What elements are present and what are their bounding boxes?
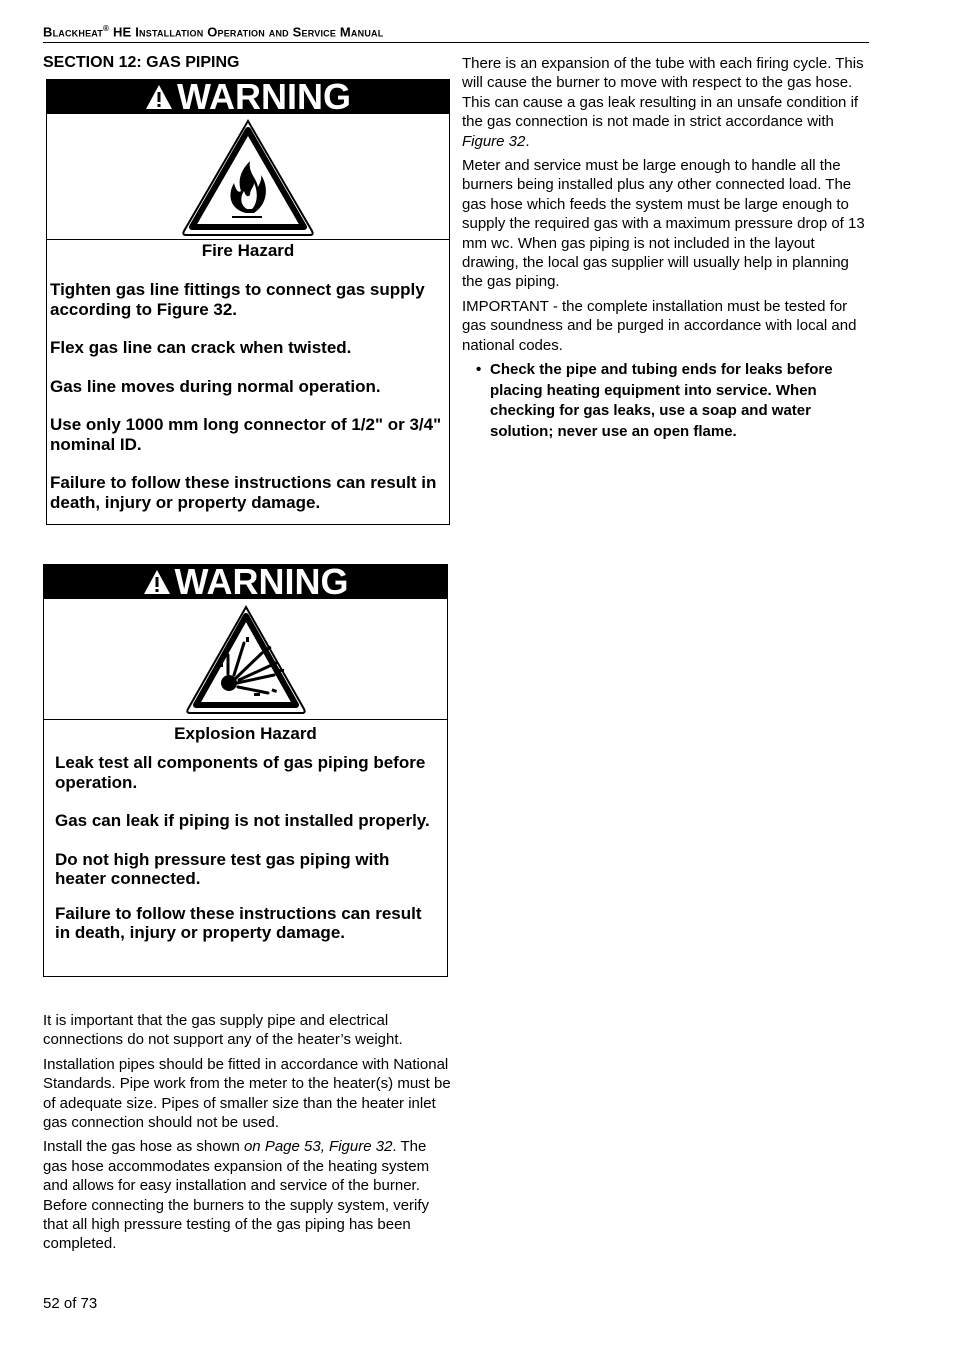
- paragraph-text: Install the gas hose as shown: [43, 1138, 244, 1156]
- right-column-text: [462, 54, 869, 442]
- fire-hazard-title: Fire Hazard: [201, 241, 295, 260]
- warning-banner-text: WARNING: [177, 76, 351, 117]
- fire-hazard-icon: [180, 117, 316, 237]
- page-number: 52 of 73: [43, 1295, 98, 1312]
- warning-banner: [47, 76, 449, 117]
- header-title: HE Installation Operation and Service Manual: [109, 24, 384, 40]
- explosion-warning-text: [44, 747, 447, 943]
- explosion-hazard-title: Explosion Hazard: [174, 724, 317, 743]
- explosion-pictogram-area: [44, 599, 447, 720]
- paragraph: IMPORTANT - the complete installation must be tested for gas soundness and be purged in accordance with local and national codes.: [462, 297, 857, 354]
- warning-line: Use only 1000 mm long connector of 1/2" or 3/4" nominal ID.: [50, 415, 442, 454]
- list-item: • Check the pipe and tubing ends for leaks before placing heating equipment into service. When checking for gas leaks, use a soap and water solution; never use an open flame.: [462, 360, 869, 442]
- header-brand: Blackheat: [43, 24, 104, 40]
- paragraph-text: There is an expansion of the tube with each firing cycle. This will cause the burner to move with respect to the gas hose. This can cause a gas leak resulting in an unsafe condition if the gas connection is not made in strict accordance with: [462, 55, 864, 131]
- warning-line: Failure to follow these instructions can result in death, injury or property damage.: [55, 903, 422, 942]
- explosion-warning-box: [43, 561, 448, 977]
- figure-reference: Figure 32: [462, 132, 526, 150]
- paragraph: Meter and service must be large enough to handle all the burners being installed plus any other connected load. The gas hose which feeds the system must be large enough to supply the required gas with a maximum pressure drop of 13 mm wc. When gas piping is not included in the layout drawing, the local gas supplier will usually help in planning the gas piping.: [462, 157, 865, 291]
- warning-triangle-icon: [143, 569, 171, 595]
- warning-line: Gas line moves during normal operation.: [50, 376, 381, 396]
- paragraph-text: .: [525, 132, 530, 150]
- paragraph: It is important that the gas supply pipe and electrical connections do not support any of the heater’s weight.: [43, 1012, 403, 1049]
- figure-reference: on Page 53, Figure 32: [243, 1138, 393, 1156]
- warning-line: Failure to follow these instructions can result in death, injury or property damage.: [50, 473, 437, 512]
- left-column-text: [43, 1011, 453, 1259]
- paragraph: [462, 54, 869, 151]
- section-title: SECTION 12: GAS PIPING: [43, 54, 240, 71]
- warning-banner-text: WARNING: [174, 561, 349, 602]
- warning-line: Tighten gas line fittings to connect gas supply according to Figure 32.: [50, 280, 425, 319]
- paragraph: [43, 1137, 453, 1253]
- fire-warning-box: [46, 76, 450, 525]
- warning-line: Gas can leak if piping is not installed properly.: [55, 811, 430, 830]
- running-header: [43, 24, 869, 43]
- registered-mark: ®: [103, 24, 110, 33]
- warning-line: Flex gas line can crack when twisted.: [50, 338, 352, 357]
- fire-pictogram-area: [47, 114, 449, 240]
- warning-triangle-icon: [145, 84, 173, 110]
- paragraph: Installation pipes should be fitted in accordance with National Standards. Pipe work from the meter to the heater(s) must be of adequate size. Pipes of smaller size than the heater inlet gas connection should not be used.: [43, 1055, 451, 1132]
- warning-line: Leak test all components of gas piping before operation.: [55, 753, 426, 792]
- explosion-hazard-icon: [184, 603, 308, 715]
- paragraph-text: . The gas hose accommodates expansion of the heating system and allows for easy installation and service of the burner. Before connecting the burners to the supply system, verify that all high pressure testing of the gas piping has been completed.: [43, 1138, 430, 1253]
- bullet-list: [462, 360, 869, 442]
- fire-warning-text: [47, 264, 449, 512]
- warning-line: Do not high pressure test gas piping with heater connected.: [55, 849, 390, 888]
- warning-banner: [44, 561, 447, 602]
